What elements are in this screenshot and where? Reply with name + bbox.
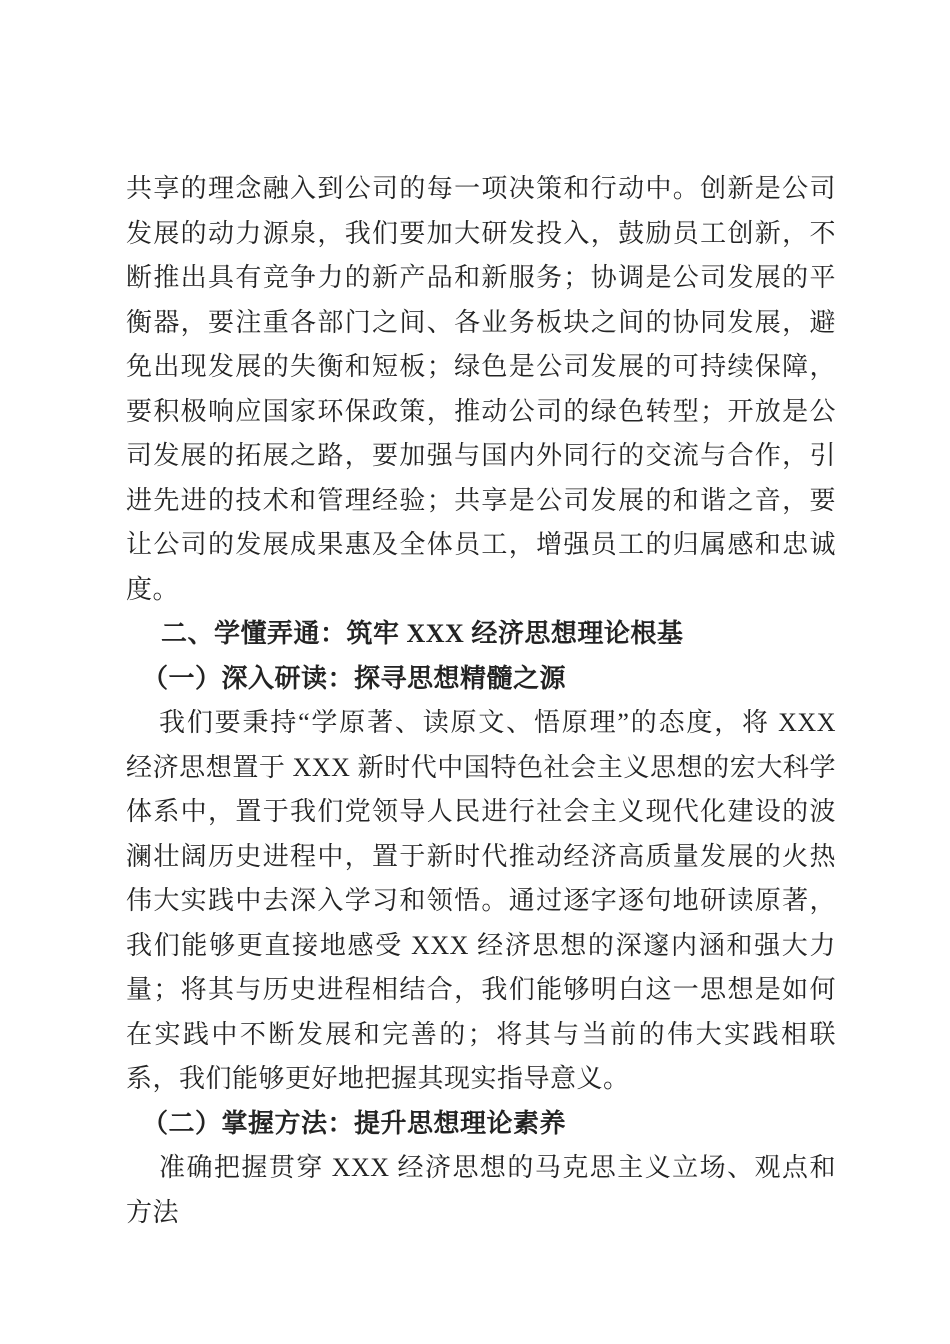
paragraph-marxist-standpoint: 准确把握贯穿 XXX 经济思想的马克思主义立场、观点和方法 bbox=[126, 1153, 836, 1227]
paragraph-five-concepts: 共享的理念融入到公司的每一项决策和行动中。创新是公司发展的动力源泉，我们要加大研发投入，鼓励员工创新，不断推出具有竞争力的新产品和新服务；协调是公司发展的平衡器，要注重各部门之间、各业务板块之间的协同发展，避免出现发展的失衡和短板；绿色是公司发展的可持续保障，要积极响应国家环保政策，推动公司的绿色转型；开放是公司发展的拓展之路，要加强与国内外同行的交流与合作，引进先进的技术和管理经验；共享是公司发展的和谐之音，要让公司的发展成果惠及全体员工，增强员工的归属感和忠诚度。 bbox=[126, 174, 836, 604]
subsection-heading-shenru-yandu: （一）深入研读：探寻思想精髓之源 bbox=[142, 663, 567, 693]
paragraph-study-original-works: 我们要秉持“学原著、读原文、悟原理”的态度，将 XXX 经济思想置于 XXX 新时代中国特色社会主义思想的宏大科学体系中，置于我们党领导人民进行社会主义现代化建设的波澜壮阔历史进程中，置于新时代推动经济高质量发展的火热伟大实践中去深入学习和领悟。通过逐字逐句地研读原著，我们能够更直接地感受 XXX 经济思想的深邃内涵和强大力量；将其与历史进程相结合，我们能够明白这一思想是如何在实践中不断发展和完善的；将其与当前的伟大实践相联系，我们能够更好地把握其现实指导意义。 bbox=[126, 708, 836, 1093]
subsection-heading-zhangwo-fangfa: （二）掌握方法：提升思想理论素养 bbox=[142, 1108, 567, 1138]
section-heading-xuedong-nongtong: 二、学懂弄通：筑牢 XXX 经济思想理论根基 bbox=[161, 619, 684, 648]
